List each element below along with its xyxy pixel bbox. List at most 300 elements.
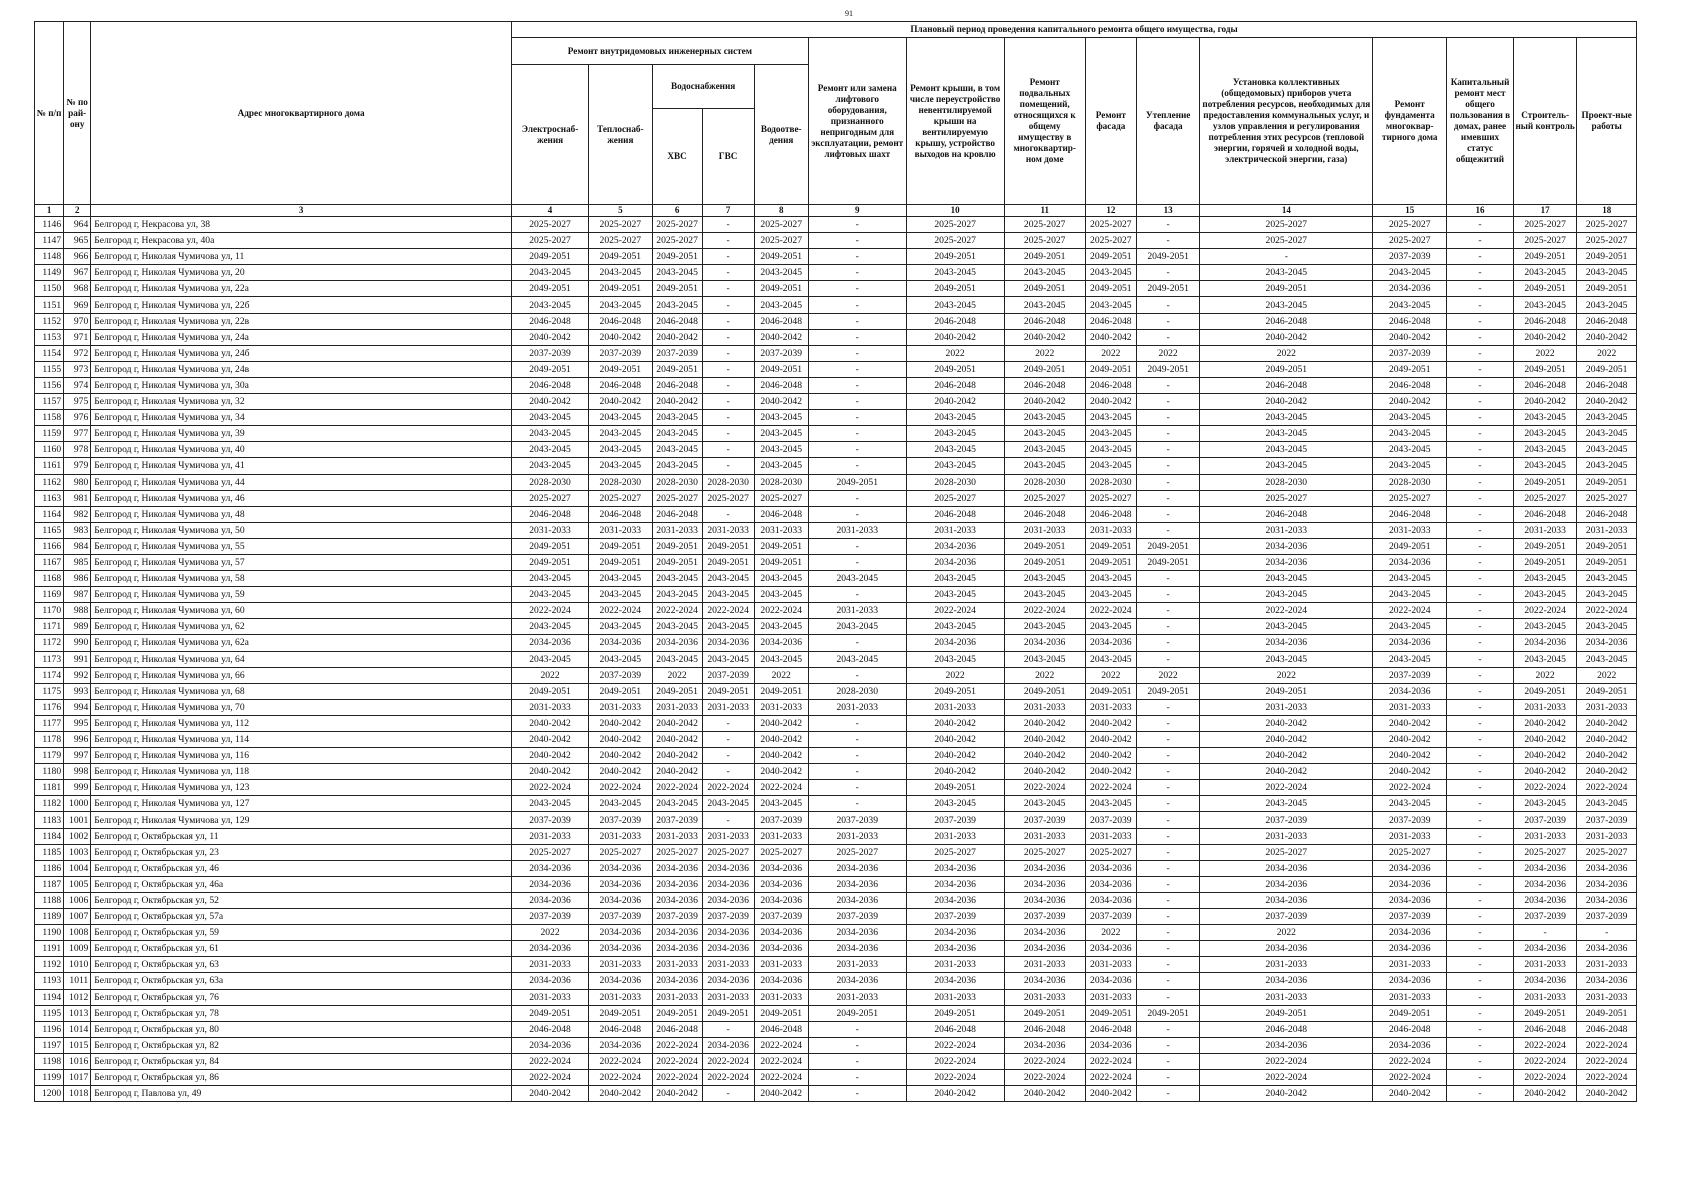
period-cell: 2040-2042 bbox=[589, 715, 653, 731]
period-cell: - bbox=[702, 506, 754, 522]
address-cell: Белгород г, Николая Чумичова ул, 127 bbox=[91, 796, 512, 812]
period-cell: 2043-2045 bbox=[589, 297, 653, 313]
period-cell: 2034-2036 bbox=[1004, 635, 1085, 651]
period-cell: 2049-2051 bbox=[589, 554, 653, 570]
table-row bbox=[35, 941, 1637, 957]
period-cell: - bbox=[1136, 651, 1200, 667]
period-cell: 2037-2039 bbox=[702, 909, 754, 925]
period-cell: 2031-2033 bbox=[1513, 828, 1577, 844]
period-cell: - bbox=[1136, 442, 1200, 458]
period-cell: 2022-2024 bbox=[702, 1069, 754, 1085]
period-cell: 2037-2039 bbox=[906, 909, 1004, 925]
period-cell: 2043-2045 bbox=[1513, 587, 1577, 603]
period-cell: 2034-2036 bbox=[1004, 860, 1085, 876]
repair-schedule-table bbox=[34, 21, 1637, 1102]
period-cell: 2034-2036 bbox=[702, 973, 754, 989]
period-cell: 2043-2045 bbox=[1085, 619, 1136, 635]
period-cell: 2043-2045 bbox=[1373, 571, 1447, 587]
period-cell: 2037-2039 bbox=[1513, 909, 1577, 925]
row-number-cell: 1157 bbox=[35, 394, 64, 410]
period-cell: 2031-2033 bbox=[1513, 522, 1577, 538]
period-cell: 2049-2051 bbox=[1373, 538, 1447, 554]
period-cell: 2046-2048 bbox=[589, 313, 653, 329]
period-cell: 2031-2033 bbox=[512, 522, 589, 538]
period-cell: 2040-2042 bbox=[512, 748, 589, 764]
period-cell: 2037-2039 bbox=[512, 909, 589, 925]
period-cell: 2022-2024 bbox=[652, 603, 702, 619]
period-cell: 2049-2051 bbox=[1513, 249, 1577, 265]
period-cell: 2046-2048 bbox=[1373, 1021, 1447, 1037]
period-cell: 2043-2045 bbox=[1373, 458, 1447, 474]
period-cell: 2043-2045 bbox=[512, 442, 589, 458]
period-cell: 2034-2036 bbox=[1004, 876, 1085, 892]
period-cell: - bbox=[1447, 973, 1514, 989]
period-cell: - bbox=[702, 297, 754, 313]
period-cell: 2046-2048 bbox=[1513, 506, 1577, 522]
period-cell: 2031-2033 bbox=[652, 699, 702, 715]
district-number-cell: 1015 bbox=[64, 1037, 91, 1053]
column-number: 12 bbox=[1085, 205, 1136, 217]
period-cell: 2028-2030 bbox=[808, 683, 906, 699]
period-cell: - bbox=[808, 233, 906, 249]
period-cell: 2049-2051 bbox=[1136, 1005, 1200, 1021]
period-cell: - bbox=[1447, 732, 1514, 748]
period-cell: 2037-2039 bbox=[1513, 812, 1577, 828]
period-cell: 2049-2051 bbox=[1513, 1005, 1577, 1021]
row-number-cell: 1179 bbox=[35, 748, 64, 764]
period-cell: 2046-2048 bbox=[1200, 377, 1373, 393]
table-row bbox=[35, 522, 1637, 538]
period-cell: - bbox=[702, 281, 754, 297]
period-cell: 2031-2033 bbox=[512, 699, 589, 715]
period-cell: - bbox=[1447, 683, 1514, 699]
period-cell: - bbox=[702, 410, 754, 426]
district-number-cell: 992 bbox=[64, 667, 91, 683]
period-cell: 2043-2045 bbox=[754, 458, 808, 474]
period-cell: 2049-2051 bbox=[1136, 554, 1200, 570]
period-cell: - bbox=[1447, 828, 1514, 844]
period-cell: - bbox=[1447, 587, 1514, 603]
period-cell: 2043-2045 bbox=[1004, 297, 1085, 313]
address-cell: Белгород г, Николая Чумичова ул, 55 bbox=[91, 538, 512, 554]
period-cell: 2031-2033 bbox=[652, 522, 702, 538]
period-cell: 2043-2045 bbox=[1004, 571, 1085, 587]
period-cell: 2031-2033 bbox=[589, 699, 653, 715]
period-cell: 2022-2024 bbox=[754, 780, 808, 796]
period-cell: 2043-2045 bbox=[512, 651, 589, 667]
period-cell: 2043-2045 bbox=[1200, 458, 1373, 474]
column-number: 4 bbox=[512, 205, 589, 217]
period-cell: 2046-2048 bbox=[754, 1021, 808, 1037]
period-cell: - bbox=[1136, 780, 1200, 796]
period-cell: 2043-2045 bbox=[1577, 426, 1637, 442]
row-number-cell: 1152 bbox=[35, 313, 64, 329]
district-number-cell: 1001 bbox=[64, 812, 91, 828]
period-cell: 2049-2051 bbox=[1200, 1005, 1373, 1021]
period-cell: 2031-2033 bbox=[512, 989, 589, 1005]
period-cell: 2031-2033 bbox=[1085, 522, 1136, 538]
period-cell: 2031-2033 bbox=[1004, 699, 1085, 715]
period-cell: 2034-2036 bbox=[1085, 941, 1136, 957]
period-cell: 2034-2036 bbox=[512, 973, 589, 989]
period-cell: - bbox=[1447, 619, 1514, 635]
period-cell: 2046-2048 bbox=[906, 1021, 1004, 1037]
period-cell: 2043-2045 bbox=[1373, 426, 1447, 442]
period-cell: 2025-2027 bbox=[754, 217, 808, 233]
period-cell: 2034-2036 bbox=[754, 941, 808, 957]
address-cell: Белгород г, Некрасова ул, 40а bbox=[91, 233, 512, 249]
district-number-cell: 984 bbox=[64, 538, 91, 554]
period-cell: 2049-2051 bbox=[1577, 249, 1637, 265]
period-cell: 2043-2045 bbox=[906, 796, 1004, 812]
table-row bbox=[35, 410, 1637, 426]
row-number-cell: 1160 bbox=[35, 442, 64, 458]
period-cell: 2040-2042 bbox=[589, 732, 653, 748]
period-cell: - bbox=[1136, 1021, 1200, 1037]
period-cell: 2049-2051 bbox=[1577, 474, 1637, 490]
period-cell: 2022-2024 bbox=[754, 603, 808, 619]
period-cell: - bbox=[808, 732, 906, 748]
period-cell: - bbox=[1136, 297, 1200, 313]
period-cell: 2034-2036 bbox=[808, 892, 906, 908]
period-cell: 2049-2051 bbox=[702, 683, 754, 699]
period-cell: 2043-2045 bbox=[1577, 619, 1637, 635]
address-cell: Белгород г, Николая Чумичова ул, 114 bbox=[91, 732, 512, 748]
period-cell: 2031-2033 bbox=[702, 828, 754, 844]
period-cell: 2031-2033 bbox=[1004, 989, 1085, 1005]
period-cell: 2034-2036 bbox=[906, 635, 1004, 651]
period-cell: 2034-2036 bbox=[1373, 973, 1447, 989]
period-cell: - bbox=[808, 667, 906, 683]
period-cell: 2034-2036 bbox=[512, 635, 589, 651]
period-cell: 2040-2042 bbox=[754, 748, 808, 764]
row-number-cell: 1147 bbox=[35, 233, 64, 249]
period-cell: 2031-2033 bbox=[1373, 989, 1447, 1005]
table-row bbox=[35, 748, 1637, 764]
period-cell: 2043-2045 bbox=[1200, 587, 1373, 603]
period-cell: 2031-2033 bbox=[1513, 989, 1577, 1005]
period-cell: 2025-2027 bbox=[512, 844, 589, 860]
period-cell: 2043-2045 bbox=[702, 651, 754, 667]
period-cell: 2043-2045 bbox=[1513, 410, 1577, 426]
period-cell: - bbox=[1136, 635, 1200, 651]
period-cell: 2040-2042 bbox=[1085, 748, 1136, 764]
period-cell: 2046-2048 bbox=[1004, 1021, 1085, 1037]
period-cell: 2034-2036 bbox=[1373, 635, 1447, 651]
column-number: 7 bbox=[702, 205, 754, 217]
period-cell: 2022-2024 bbox=[1200, 603, 1373, 619]
table-row bbox=[35, 844, 1637, 860]
period-cell: 2022-2024 bbox=[589, 1069, 653, 1085]
period-cell: 2040-2042 bbox=[589, 764, 653, 780]
column-number: 5 bbox=[589, 205, 653, 217]
address-cell: Белгород г, Николая Чумичова ул, 59 bbox=[91, 587, 512, 603]
period-cell: - bbox=[808, 490, 906, 506]
period-cell: 2040-2042 bbox=[1513, 732, 1577, 748]
period-cell: 2025-2027 bbox=[512, 490, 589, 506]
district-number-cell: 970 bbox=[64, 313, 91, 329]
period-cell: 2028-2030 bbox=[1373, 474, 1447, 490]
row-number-cell: 1169 bbox=[35, 587, 64, 603]
row-number-cell: 1170 bbox=[35, 603, 64, 619]
period-cell: 2034-2036 bbox=[702, 635, 754, 651]
period-cell: 2034-2036 bbox=[906, 860, 1004, 876]
period-cell: - bbox=[1447, 812, 1514, 828]
period-cell: 2031-2033 bbox=[1577, 989, 1637, 1005]
period-cell: 2040-2042 bbox=[1085, 1086, 1136, 1102]
period-cell: 2043-2045 bbox=[1513, 651, 1577, 667]
period-cell: 2025-2027 bbox=[512, 217, 589, 233]
period-cell: 2037-2039 bbox=[1004, 909, 1085, 925]
period-cell: 2025-2027 bbox=[589, 844, 653, 860]
period-cell: 2031-2033 bbox=[1373, 699, 1447, 715]
table-row bbox=[35, 699, 1637, 715]
row-number-cell: 1149 bbox=[35, 265, 64, 281]
period-cell: 2043-2045 bbox=[1513, 458, 1577, 474]
table-body bbox=[35, 217, 1637, 1102]
period-cell: - bbox=[702, 265, 754, 281]
row-number-cell: 1175 bbox=[35, 683, 64, 699]
period-cell: - bbox=[1447, 1021, 1514, 1037]
period-cell: 2043-2045 bbox=[652, 571, 702, 587]
period-cell: 2034-2036 bbox=[808, 860, 906, 876]
period-cell: - bbox=[1447, 345, 1514, 361]
period-cell: 2040-2042 bbox=[906, 764, 1004, 780]
period-cell: - bbox=[1136, 458, 1200, 474]
period-cell: 2022 bbox=[1085, 345, 1136, 361]
period-cell: 2043-2045 bbox=[652, 651, 702, 667]
address-cell: Белгород г, Октябрьская ул, 63 bbox=[91, 957, 512, 973]
period-cell: 2046-2048 bbox=[1373, 313, 1447, 329]
period-cell: 2043-2045 bbox=[652, 587, 702, 603]
period-cell: 2043-2045 bbox=[1577, 410, 1637, 426]
period-cell: 2040-2042 bbox=[589, 1086, 653, 1102]
period-cell: - bbox=[1447, 265, 1514, 281]
period-cell: 2049-2051 bbox=[1577, 554, 1637, 570]
period-cell: 2049-2051 bbox=[1136, 538, 1200, 554]
period-cell: - bbox=[1136, 619, 1200, 635]
period-cell: 2043-2045 bbox=[754, 297, 808, 313]
period-cell: 2046-2048 bbox=[1577, 313, 1637, 329]
period-cell: 2043-2045 bbox=[652, 265, 702, 281]
period-cell: 2049-2051 bbox=[652, 683, 702, 699]
row-number-cell: 1180 bbox=[35, 764, 64, 780]
period-cell: 2049-2051 bbox=[512, 1005, 589, 1021]
table-row bbox=[35, 1021, 1637, 1037]
period-cell: 2043-2045 bbox=[1577, 651, 1637, 667]
period-cell: 2034-2036 bbox=[1200, 941, 1373, 957]
period-cell: - bbox=[1447, 426, 1514, 442]
period-cell: - bbox=[1447, 1069, 1514, 1085]
period-cell: 2046-2048 bbox=[906, 377, 1004, 393]
period-cell: 2043-2045 bbox=[512, 426, 589, 442]
period-cell: 2040-2042 bbox=[906, 329, 1004, 345]
district-number-cell: 990 bbox=[64, 635, 91, 651]
row-number-cell: 1171 bbox=[35, 619, 64, 635]
period-cell: 2025-2027 bbox=[589, 217, 653, 233]
period-cell: 2034-2036 bbox=[1373, 281, 1447, 297]
period-cell: 2034-2036 bbox=[906, 876, 1004, 892]
period-cell: 2046-2048 bbox=[1513, 377, 1577, 393]
period-cell: 2031-2033 bbox=[1004, 957, 1085, 973]
period-cell: 2022 bbox=[1200, 925, 1373, 941]
period-cell: - bbox=[808, 281, 906, 297]
period-cell: 2034-2036 bbox=[808, 941, 906, 957]
period-cell: - bbox=[702, 732, 754, 748]
period-cell: 2043-2045 bbox=[754, 410, 808, 426]
district-number-cell: 968 bbox=[64, 281, 91, 297]
period-cell: 2043-2045 bbox=[1373, 265, 1447, 281]
period-cell: - bbox=[1136, 892, 1200, 908]
period-cell: 2034-2036 bbox=[1200, 973, 1373, 989]
period-cell: 2049-2051 bbox=[906, 683, 1004, 699]
period-cell: 2022-2024 bbox=[702, 780, 754, 796]
period-cell: - bbox=[1136, 957, 1200, 973]
period-cell: 2043-2045 bbox=[1513, 442, 1577, 458]
row-number-cell: 1174 bbox=[35, 667, 64, 683]
address-cell: Белгород г, Николая Чумичова ул, 123 bbox=[91, 780, 512, 796]
period-cell: 2040-2042 bbox=[1004, 1086, 1085, 1102]
period-cell: - bbox=[1447, 458, 1514, 474]
period-cell: - bbox=[808, 748, 906, 764]
period-cell: 2043-2045 bbox=[1200, 426, 1373, 442]
period-cell: 2031-2033 bbox=[754, 989, 808, 1005]
district-number-cell: 997 bbox=[64, 748, 91, 764]
period-cell: 2049-2051 bbox=[1085, 538, 1136, 554]
period-cell: 2034-2036 bbox=[754, 925, 808, 941]
period-cell: 2034-2036 bbox=[1004, 941, 1085, 957]
period-cell: 2049-2051 bbox=[512, 249, 589, 265]
period-cell: 2022-2024 bbox=[906, 1069, 1004, 1085]
period-cell: 2028-2030 bbox=[652, 474, 702, 490]
table-row bbox=[35, 474, 1637, 490]
period-cell: 2025-2027 bbox=[1513, 490, 1577, 506]
period-cell: - bbox=[1447, 1053, 1514, 1069]
period-cell: 2034-2036 bbox=[1577, 635, 1637, 651]
period-cell: 2022-2024 bbox=[1577, 780, 1637, 796]
period-cell: 2034-2036 bbox=[589, 860, 653, 876]
period-cell: 2049-2051 bbox=[1577, 361, 1637, 377]
district-number-cell: 974 bbox=[64, 377, 91, 393]
period-cell: 2043-2045 bbox=[652, 458, 702, 474]
header-basement: Ремонт подвальных помещений, относящихся к общему имуществу в многоквартир-ном доме bbox=[1004, 38, 1085, 205]
district-number-cell: 989 bbox=[64, 619, 91, 635]
period-cell: - bbox=[808, 361, 906, 377]
row-number-cell: 1148 bbox=[35, 249, 64, 265]
period-cell: 2049-2051 bbox=[1577, 1005, 1637, 1021]
period-cell: 2043-2045 bbox=[589, 587, 653, 603]
period-cell: 2025-2027 bbox=[702, 844, 754, 860]
period-cell: 2043-2045 bbox=[754, 651, 808, 667]
period-cell: 2034-2036 bbox=[906, 973, 1004, 989]
header-district-number: № по рай-ону bbox=[64, 22, 91, 205]
period-cell: 2025-2027 bbox=[906, 217, 1004, 233]
period-cell: 2049-2051 bbox=[1004, 1005, 1085, 1021]
address-cell: Белгород г, Николая Чумичова ул, 62 bbox=[91, 619, 512, 635]
period-cell: - bbox=[1136, 828, 1200, 844]
table-row bbox=[35, 683, 1637, 699]
period-cell: 2040-2042 bbox=[906, 394, 1004, 410]
period-cell: 2046-2048 bbox=[1577, 506, 1637, 522]
period-cell: 2031-2033 bbox=[652, 828, 702, 844]
period-cell: 2022-2024 bbox=[1577, 1037, 1637, 1053]
period-cell: - bbox=[1136, 490, 1200, 506]
period-cell: 2046-2048 bbox=[1200, 506, 1373, 522]
period-cell: 2034-2036 bbox=[1004, 973, 1085, 989]
table-row bbox=[35, 732, 1637, 748]
period-cell: 2040-2042 bbox=[512, 394, 589, 410]
column-number: 13 bbox=[1136, 205, 1200, 217]
district-number-cell: 978 bbox=[64, 442, 91, 458]
period-cell: 2031-2033 bbox=[808, 989, 906, 1005]
table-row bbox=[35, 571, 1637, 587]
column-number: 9 bbox=[808, 205, 906, 217]
row-number-cell: 1183 bbox=[35, 812, 64, 828]
period-cell: - bbox=[808, 394, 906, 410]
row-number-cell: 1176 bbox=[35, 699, 64, 715]
period-cell: 2049-2051 bbox=[1136, 361, 1200, 377]
period-cell: 2040-2042 bbox=[512, 732, 589, 748]
period-cell: 2022-2024 bbox=[1577, 1053, 1637, 1069]
address-cell: Белгород г, Николая Чумичова ул, 57 bbox=[91, 554, 512, 570]
period-cell: - bbox=[1447, 699, 1514, 715]
period-cell: 2043-2045 bbox=[754, 619, 808, 635]
district-number-cell: 980 bbox=[64, 474, 91, 490]
period-cell: - bbox=[1136, 1037, 1200, 1053]
address-cell: Белгород г, Николая Чумичова ул, 46 bbox=[91, 490, 512, 506]
header-row-number: № п/п bbox=[35, 22, 64, 205]
period-cell: 2031-2033 bbox=[1004, 522, 1085, 538]
table-row bbox=[35, 715, 1637, 731]
period-cell: 2025-2027 bbox=[1200, 217, 1373, 233]
period-cell: 2022 bbox=[1513, 345, 1577, 361]
period-cell: - bbox=[1136, 925, 1200, 941]
period-cell: 2022 bbox=[1085, 925, 1136, 941]
period-cell: 2043-2045 bbox=[1577, 458, 1637, 474]
district-number-cell: 995 bbox=[64, 715, 91, 731]
table-row bbox=[35, 1086, 1637, 1102]
period-cell: - bbox=[1136, 571, 1200, 587]
period-cell: 2049-2051 bbox=[1513, 538, 1577, 554]
period-cell: 2049-2051 bbox=[906, 780, 1004, 796]
row-number-cell: 1164 bbox=[35, 506, 64, 522]
period-cell: - bbox=[1136, 587, 1200, 603]
period-cell: 2049-2051 bbox=[1373, 1005, 1447, 1021]
district-number-cell: 979 bbox=[64, 458, 91, 474]
address-cell: Белгород г, Николая Чумичова ул, 24а bbox=[91, 329, 512, 345]
period-cell: 2022-2024 bbox=[512, 780, 589, 796]
period-cell: 2034-2036 bbox=[1577, 860, 1637, 876]
period-cell: 2040-2042 bbox=[512, 329, 589, 345]
district-number-cell: 983 bbox=[64, 522, 91, 538]
period-cell: 2034-2036 bbox=[906, 538, 1004, 554]
period-cell: - bbox=[1447, 377, 1514, 393]
header-address: Адрес многоквартирного дома bbox=[91, 22, 512, 205]
period-cell: 2049-2051 bbox=[589, 538, 653, 554]
period-cell: 2034-2036 bbox=[1200, 1037, 1373, 1053]
district-number-cell: 1003 bbox=[64, 844, 91, 860]
table-row bbox=[35, 394, 1637, 410]
period-cell: 2031-2033 bbox=[1004, 828, 1085, 844]
period-cell: - bbox=[702, 233, 754, 249]
period-cell: 2043-2045 bbox=[906, 410, 1004, 426]
period-cell: - bbox=[1447, 603, 1514, 619]
row-number-cell: 1191 bbox=[35, 941, 64, 957]
period-cell: - bbox=[1136, 265, 1200, 281]
period-cell: 2043-2045 bbox=[906, 297, 1004, 313]
period-cell: 2049-2051 bbox=[1136, 683, 1200, 699]
period-cell: 2034-2036 bbox=[1200, 892, 1373, 908]
